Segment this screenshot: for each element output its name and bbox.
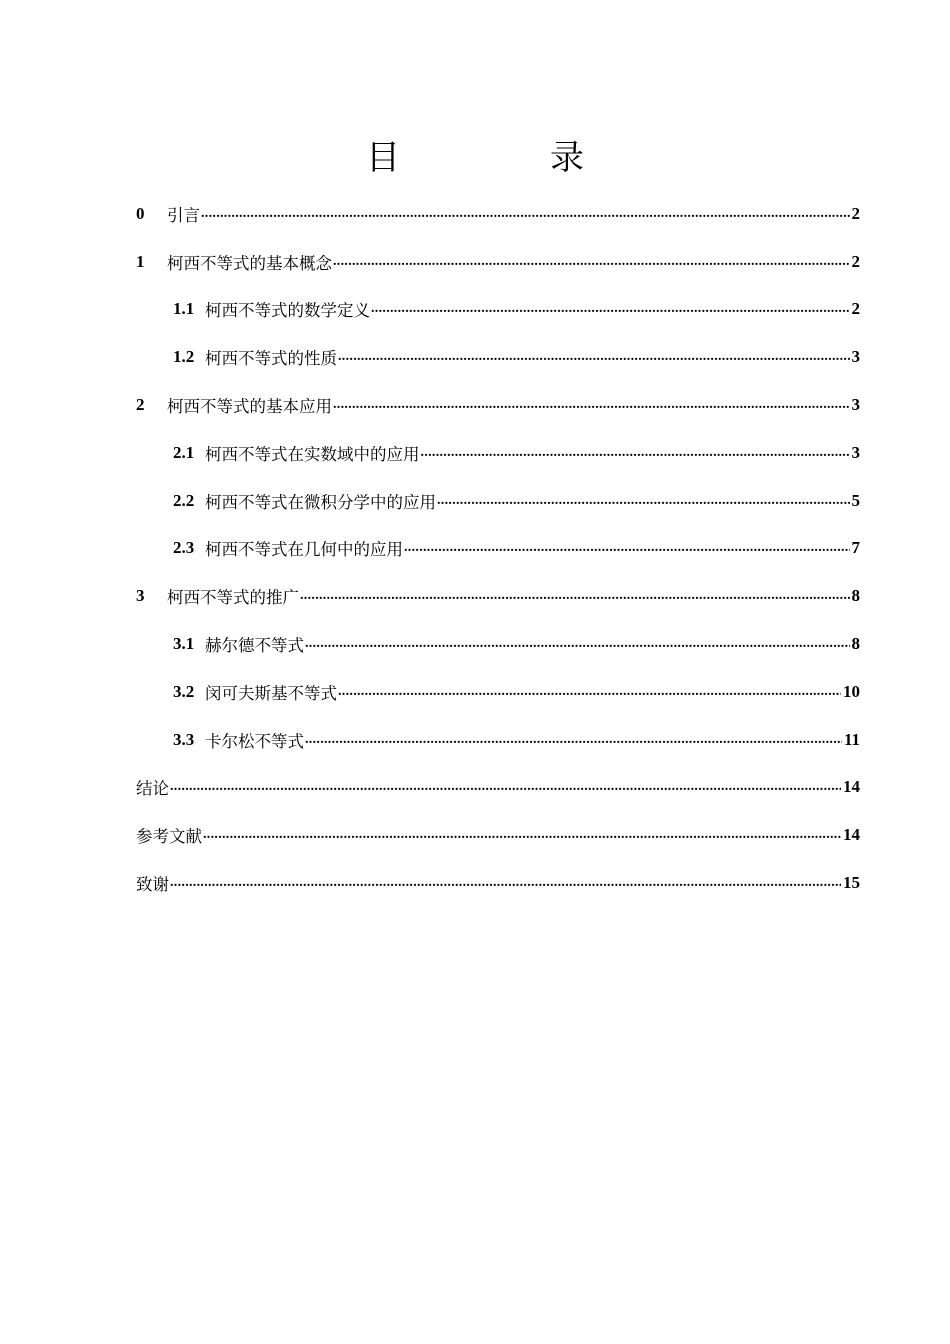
toc-dot-leader [371, 299, 850, 319]
toc-entry-page-number: 3 [851, 395, 860, 415]
toc-dot-leader [333, 252, 850, 272]
toc-title: 目 录 [366, 138, 642, 178]
toc-dot-leader [338, 682, 841, 702]
toc-dot-leader [305, 634, 850, 654]
toc-entry-title: 结论 [136, 779, 169, 799]
toc-entry-title: 柯西不等式在几何中的应用 [205, 540, 403, 560]
toc-entry[interactable] [136, 764, 860, 812]
toc-entry-title: 柯西不等式在实数域中的应用 [205, 444, 420, 464]
toc-entry-number: 0 [136, 203, 145, 223]
toc-dot-leader [421, 443, 850, 463]
toc-entry-number: 3 [136, 586, 145, 606]
toc-dot-leader [203, 825, 841, 845]
toc-dot-leader [305, 730, 842, 750]
toc-entry[interactable] [136, 525, 860, 573]
toc-entry-number: 1.2 [173, 347, 195, 367]
toc-dot-leader [170, 777, 841, 797]
toc-entry-page-number: 11 [843, 729, 860, 749]
toc-entry-page-number: 8 [851, 634, 860, 654]
toc-entry[interactable] [136, 811, 860, 859]
toc-entry[interactable] [136, 190, 860, 238]
toc-entry-number: 2.3 [173, 538, 195, 558]
toc-entry-page-number: 7 [851, 538, 860, 558]
toc-entry-page-number: 15 [843, 873, 860, 893]
toc-entry-page-number: 2 [851, 299, 860, 319]
toc-entry[interactable] [136, 572, 860, 620]
toc-entry-title: 参考文献 [136, 827, 202, 847]
toc-entry-title: 柯西不等式的基本应用 [167, 397, 332, 417]
toc-dot-leader [201, 204, 850, 224]
table-of-contents [136, 190, 860, 907]
toc-entry-number: 1 [136, 251, 145, 271]
toc-entry[interactable] [136, 333, 860, 381]
toc-entry-title: 引言 [167, 205, 200, 225]
toc-entry-page-number: 3 [851, 347, 860, 367]
toc-entry-title: 致谢 [136, 875, 169, 895]
toc-entry-title: 闵可夫斯基不等式 [205, 683, 337, 703]
toc-entry-page-number: 8 [851, 586, 860, 606]
toc-entry-page-number: 3 [851, 442, 860, 462]
toc-entry-title: 柯西不等式的推广 [167, 588, 299, 608]
toc-entry-number: 2.1 [173, 442, 195, 462]
toc-dot-leader [300, 586, 850, 606]
toc-entry-number: 1.1 [173, 299, 195, 319]
toc-entry-page-number: 2 [851, 251, 860, 271]
toc-entry-page-number: 2 [851, 203, 860, 223]
toc-dot-leader [338, 347, 850, 367]
toc-entry[interactable] [136, 859, 860, 907]
toc-entry[interactable] [136, 477, 860, 525]
toc-entry[interactable] [136, 620, 860, 668]
toc-entry-title: 柯西不等式在微积分学中的应用 [205, 492, 436, 512]
toc-dot-leader [170, 873, 841, 893]
toc-dot-leader [404, 538, 850, 558]
toc-dot-leader [437, 491, 850, 511]
toc-entry[interactable] [136, 286, 860, 334]
toc-entry[interactable] [136, 716, 860, 764]
toc-entry-page-number: 10 [843, 681, 860, 701]
toc-entry[interactable] [136, 429, 860, 477]
toc-entry[interactable] [136, 381, 860, 429]
toc-entry-number: 3.1 [173, 634, 195, 654]
toc-entry-title: 卡尔松不等式 [205, 731, 304, 751]
toc-entry[interactable] [136, 238, 860, 286]
toc-entry-title: 柯西不等式的基本概念 [167, 253, 332, 273]
toc-entry-number: 2.2 [173, 490, 195, 510]
toc-dot-leader [333, 395, 850, 415]
toc-entry[interactable] [136, 668, 860, 716]
toc-entry-page-number: 14 [843, 825, 860, 845]
toc-entry-page-number: 14 [843, 777, 860, 797]
toc-entry-number: 3.2 [173, 681, 195, 701]
toc-entry-title: 柯西不等式的性质 [205, 349, 337, 369]
toc-entry-title: 赫尔德不等式 [205, 636, 304, 656]
toc-entry-title: 柯西不等式的数学定义 [205, 301, 370, 321]
toc-entry-number: 2 [136, 395, 145, 415]
toc-entry-page-number: 5 [851, 490, 860, 510]
toc-entry-number: 3.3 [173, 729, 195, 749]
